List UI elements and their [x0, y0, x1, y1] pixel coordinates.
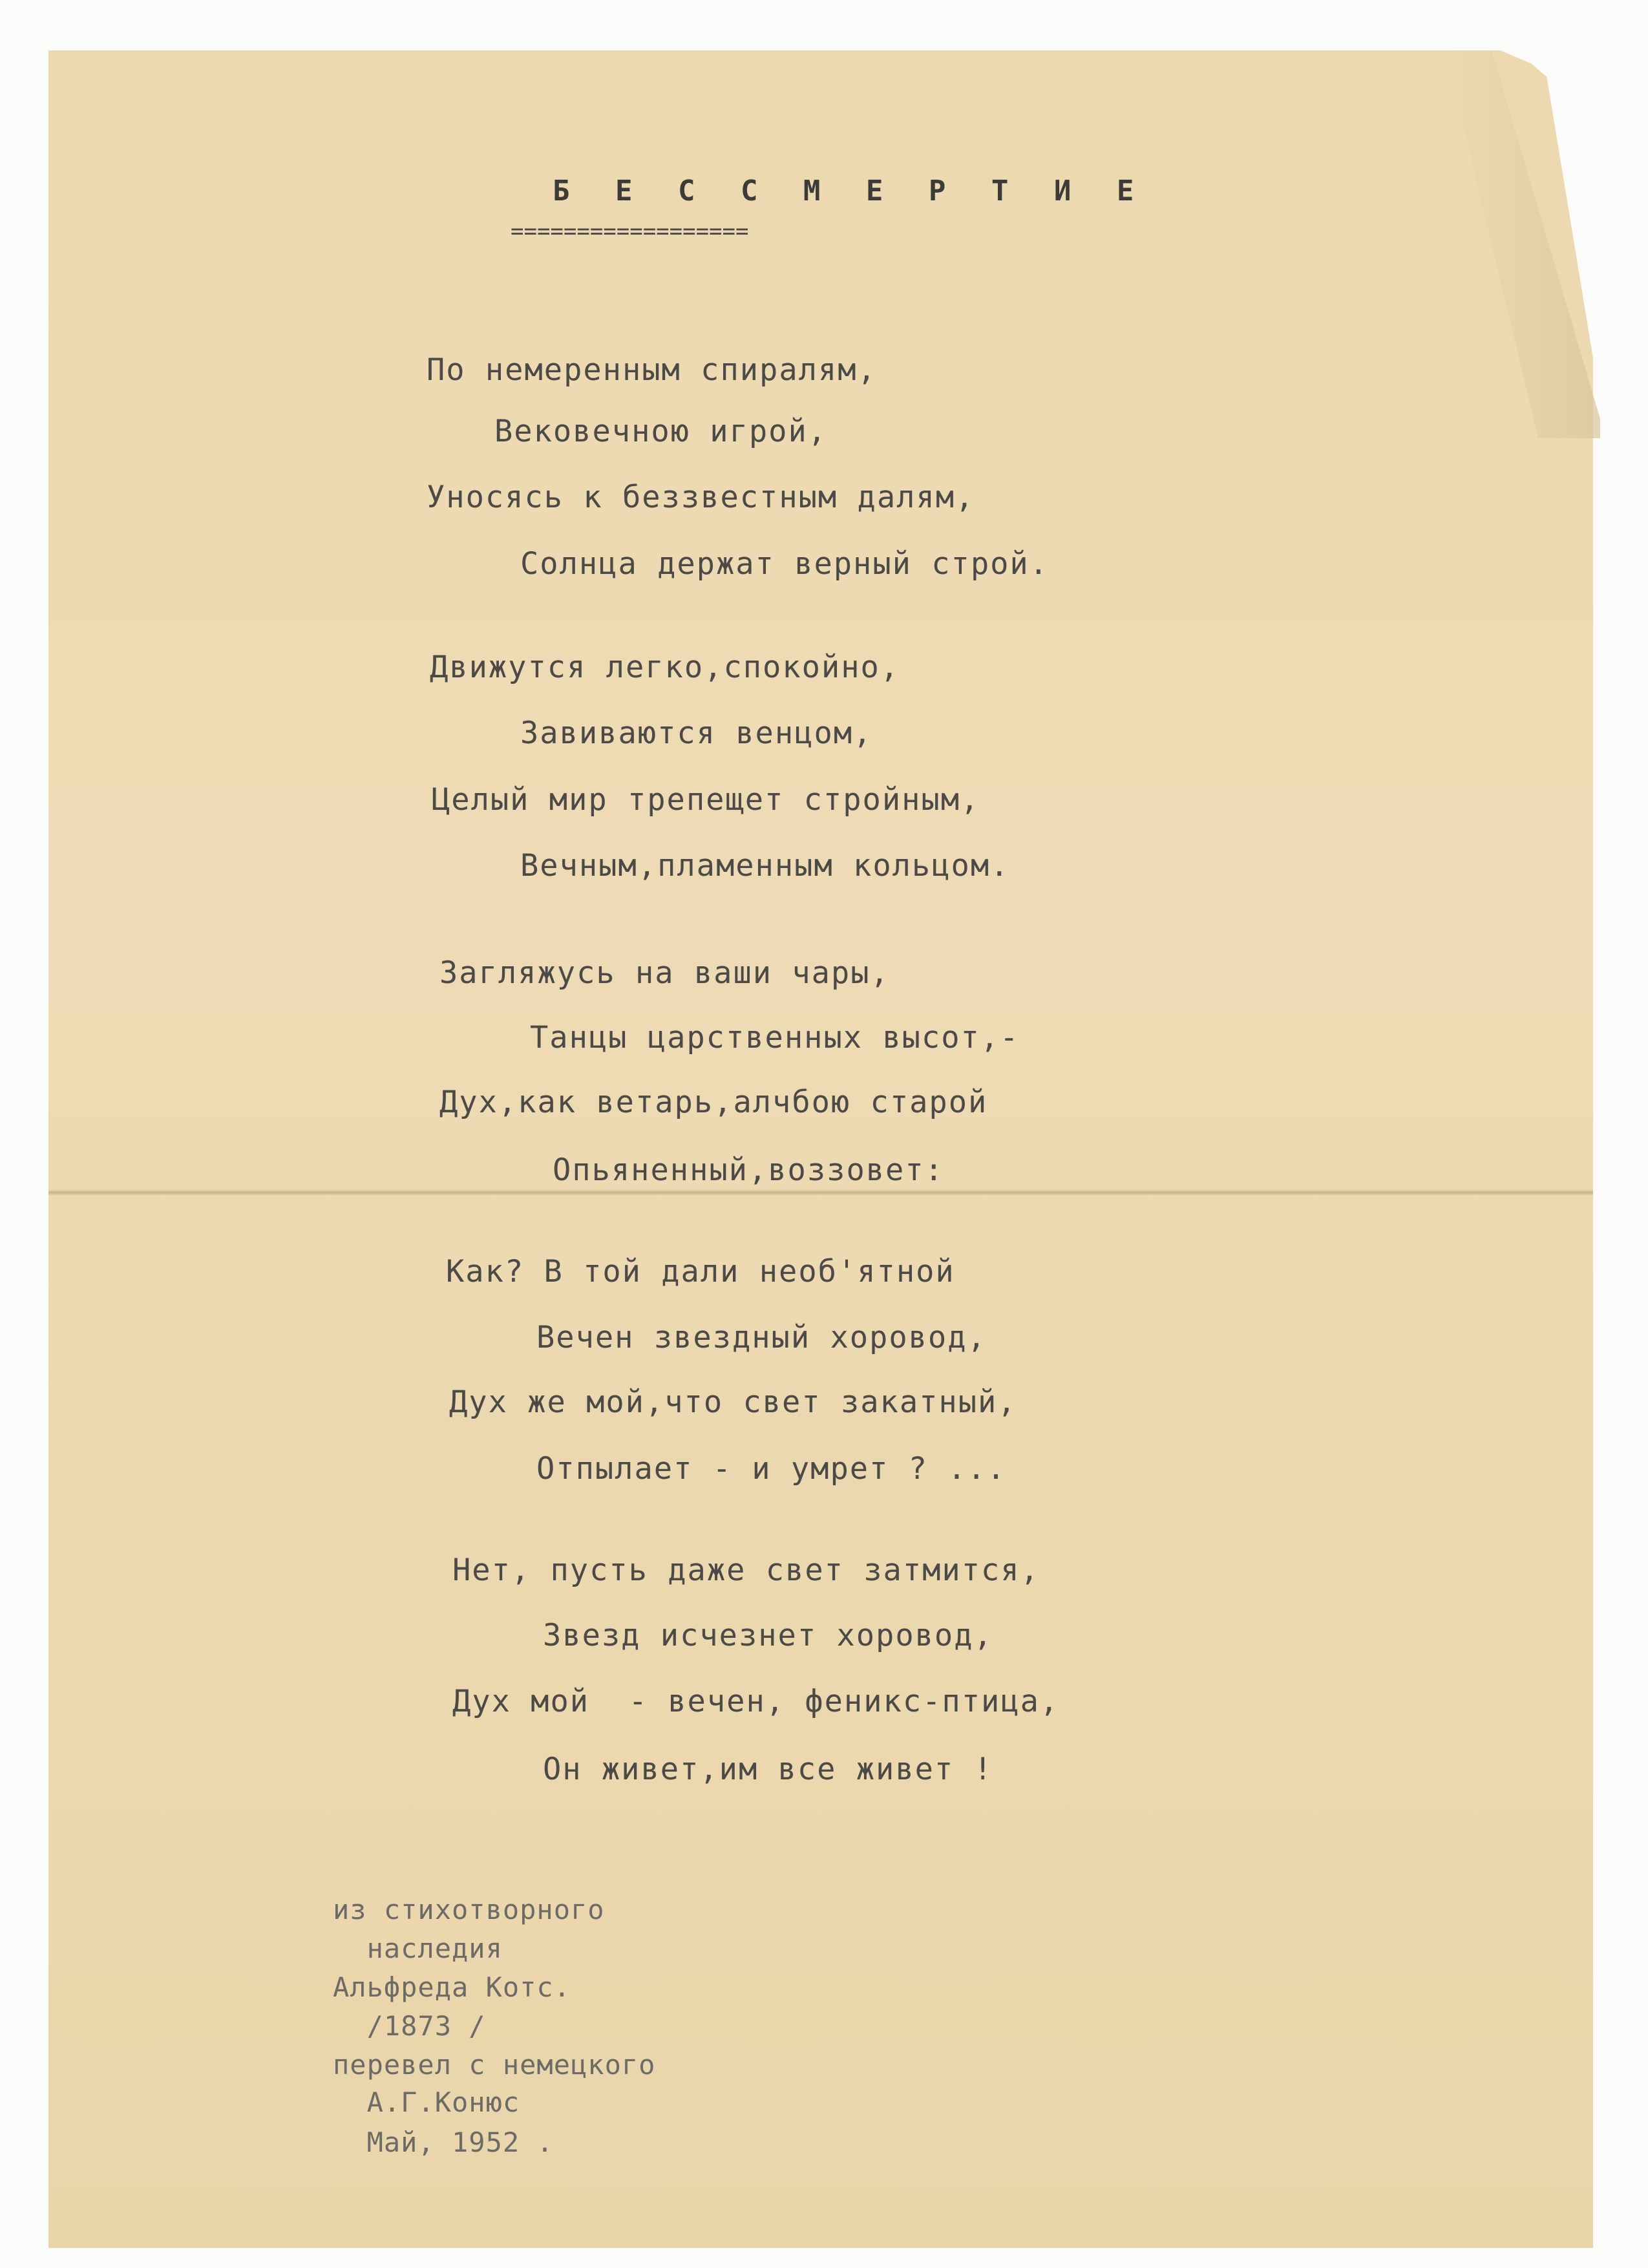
credit-line-6: А.Г.Конюс — [333, 2086, 520, 2118]
credit-line-7: Май, 1952 . — [333, 2126, 554, 2158]
stanza-1-line-2: Вековечною игрой, — [494, 414, 828, 449]
poem-title: Б Е С С М Е Р Т И Е — [553, 175, 1148, 207]
stanza-2-line-3: Целый мир трепещет стройным, — [432, 782, 980, 818]
title-underline: ================== — [511, 218, 749, 244]
stanza-4-line-2: Вечен звездный хоровод, — [536, 1320, 987, 1355]
stanza-3-line-4: Опьяненный,воззовет: — [553, 1152, 944, 1188]
stanza-5-line-2: Звезд исчезнет хоровод, — [543, 1618, 993, 1653]
stanza-4-line-1: Как? В той дали необ'ятной — [446, 1254, 955, 1289]
stanza-4-line-4: Отпылает - и умрет ? ... — [536, 1451, 1007, 1487]
credit-line-1: из стихотворного — [333, 1894, 605, 1925]
credit-line-3: Альфреда Котс. — [333, 1971, 571, 2003]
stanza-4-line-3: Дух же мой,что свет закатный, — [449, 1384, 1017, 1420]
credit-line-2: наследия — [333, 1933, 503, 1964]
stanza-3-line-3: Дух,как ветарь,алчбою старой — [439, 1085, 988, 1120]
stanza-2-line-2: Завиваются венцом, — [520, 715, 873, 751]
paper-fold-crease — [48, 1189, 1593, 1196]
stanza-1-line-3: Уносясь к беззвестным далям, — [427, 480, 975, 515]
stanza-1-line-4: Солнца держат верный строй. — [520, 546, 1050, 582]
stanza-5-line-4: Он живет,им все живет ! — [543, 1752, 993, 1787]
stanza-3-line-2: Танцы царственных высот,- — [530, 1020, 1020, 1055]
stanza-5-line-1: Нет, пусть даже свет затмится, — [452, 1553, 1040, 1588]
stanza-2-line-4: Вечным,пламенным кольцом. — [520, 848, 1010, 884]
credit-line-5: перевел с немецкого — [333, 2049, 656, 2081]
stanza-3-line-1: Загляжусь на ваши чары, — [439, 955, 890, 991]
stanza-2-line-1: Движутся легко,спокойно, — [430, 650, 900, 685]
stanza-1-line-1: По немеренным спиралям, — [427, 352, 877, 388]
stanza-5-line-3: Дух мой - вечен, феникс-птица, — [452, 1684, 1060, 1719]
credit-line-4: /1873 / — [333, 2010, 486, 2042]
